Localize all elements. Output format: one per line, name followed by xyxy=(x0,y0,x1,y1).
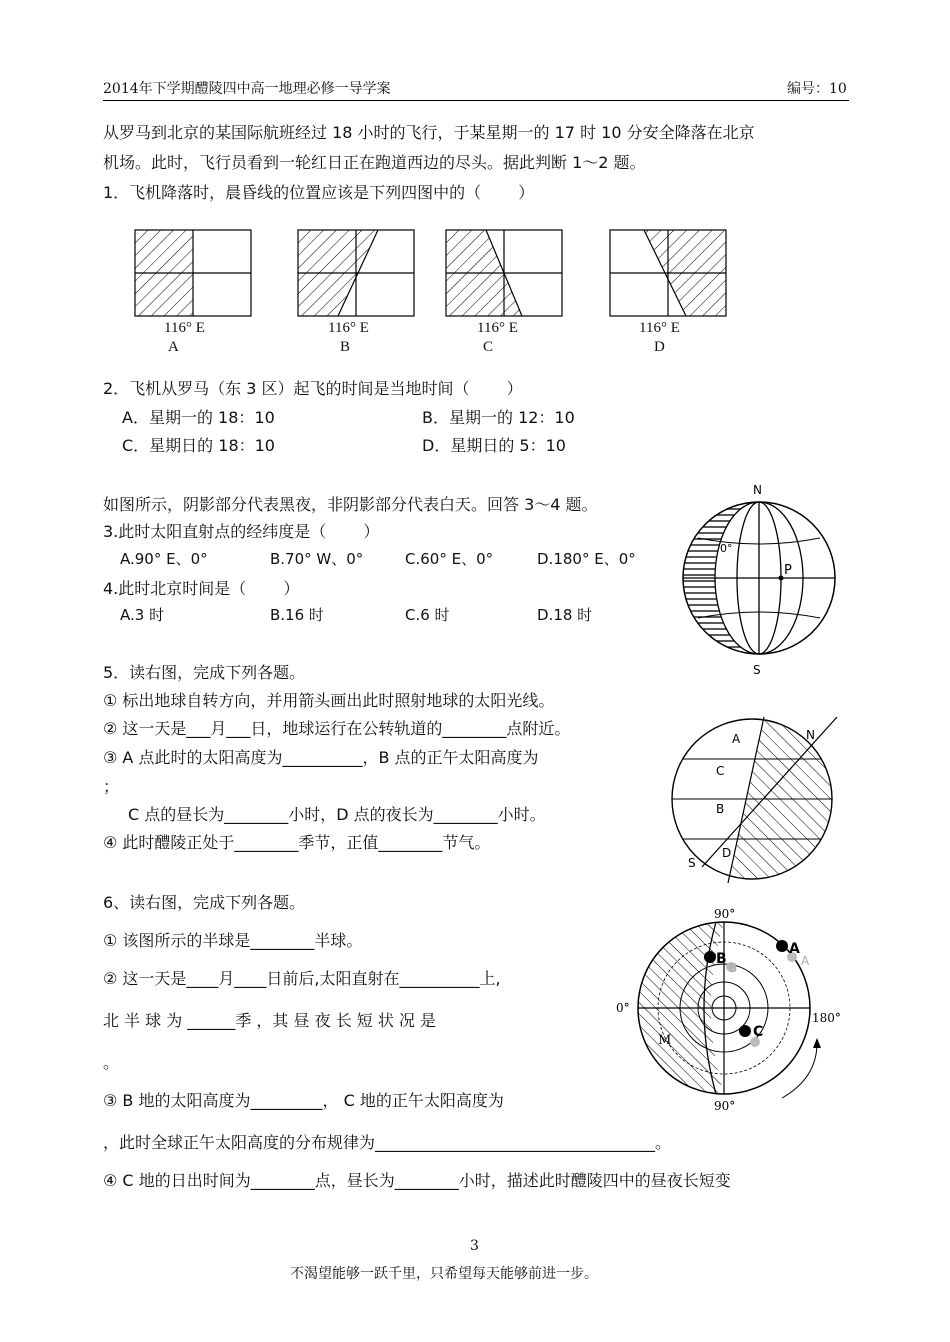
header-number: 编号：10 xyxy=(787,81,847,97)
globe3-a2-label: A xyxy=(801,954,810,968)
globe1-p-label: P xyxy=(784,563,792,578)
q1-diagram-d xyxy=(610,230,726,316)
globe3-top-label: 90° xyxy=(714,907,736,921)
globe1-s-label: S xyxy=(753,663,761,677)
intro1-line1: 从罗马到北京的某国际航班经过 18 小时的飞行，于某星期一的 17 时 10 分安全降落在北京 xyxy=(103,123,755,142)
globe2-a-label: A xyxy=(732,732,741,746)
q2-option-a: A．星期一的 18：10 xyxy=(122,408,275,427)
q4-option-d: D.18 时 xyxy=(537,606,593,624)
q4-option-c: C.6 时 xyxy=(405,606,450,624)
q2-option-c: C．星期日的 18：10 xyxy=(122,436,275,455)
globe-diagram-q3 xyxy=(678,483,840,677)
q1-label-d-lon: 116° E xyxy=(639,320,680,336)
q1-label-b-lon: 116° E xyxy=(328,320,369,336)
q1-diagram-a xyxy=(135,230,251,316)
globe3-b-label: B xyxy=(716,951,727,967)
q1-diagram-c xyxy=(446,230,562,316)
q2-option-d: D．星期日的 5：10 xyxy=(422,436,566,455)
globe1-deg-label: 0° xyxy=(720,542,733,555)
q5-item3-line2: C 点的昼长为________小时，D 点的夜长为________小时。 xyxy=(128,805,546,824)
globe2-s-label: S xyxy=(688,856,696,870)
q6-item1: ① 该图所示的半球是________半球。 xyxy=(103,931,363,950)
q1-option-d: D xyxy=(654,339,665,355)
globe3-right-label: 180° xyxy=(812,1011,841,1025)
q3-option-c: C.60° E、0° xyxy=(405,550,494,568)
q1-option-a: A xyxy=(168,339,179,355)
q3-stem: 3.此时太阳直射点的经纬度是（ ） xyxy=(103,522,380,541)
footer-motto: 不渴望能够一跃千里，只希望每天能够前进一步。 xyxy=(290,1266,598,1282)
q5-item2: ② 这一天是___月___日，地球运行在公转轨道的________点附近。 xyxy=(103,719,571,738)
q5-item4: ④ 此时醴陵正处于________季节，正值________节气。 xyxy=(103,833,491,852)
q2-stem: 2．飞机从罗马（东 3 区）起飞的时间是当地时间（ ） xyxy=(103,379,523,398)
q4-option-a: A.3 时 xyxy=(120,606,165,624)
q4-option-b: B.16 时 xyxy=(270,606,324,624)
globe2-n-label: N xyxy=(806,728,815,742)
header-title: 2014年下学期醴陵四中高一地理必修一导学案 xyxy=(103,81,391,97)
intro1-line2: 机场。此时，飞行员看到一轮红日正在跑道西边的尽头。据此判断 1～2 题。 xyxy=(103,153,646,172)
intro3-text: 如图所示，阴影部分代表黑夜，非阴影部分代表白天。回答 3～4 题。 xyxy=(103,495,598,514)
q1-label-a-lon: 116° E xyxy=(164,320,205,336)
globe-diagram-q5 xyxy=(672,717,842,883)
q2-option-b: B．星期一的 12：10 xyxy=(422,408,575,427)
globe2-c-label: C xyxy=(716,764,725,778)
q4-stem: 4.此时北京时间是（ ） xyxy=(103,579,300,598)
q1-label-c-lon: 116° E xyxy=(477,320,518,336)
q3-option-a: A.90° E、0° xyxy=(120,550,208,568)
header-rule xyxy=(103,100,849,101)
q3-option-d: D.180° E、0° xyxy=(537,550,636,568)
q1-diagram-b xyxy=(298,230,414,316)
globe1-n-label: N xyxy=(753,483,762,497)
q6-item2: ② 这一天是____月____日前后,太阳直射在__________上, xyxy=(103,969,501,988)
q1-option-c: C xyxy=(483,339,494,355)
page-number: 3 xyxy=(470,1238,479,1254)
q1-option-b: B xyxy=(340,339,351,355)
globe3-b2-label: B xyxy=(729,961,738,975)
q6-item3-line2: ，此时全球正午太阳高度的分布规律为___________________________________。 xyxy=(103,1133,672,1152)
globe2-d-label: D xyxy=(722,846,732,860)
q1-stem: 1．飞机降落时，晨昏线的位置应该是下列四图中的（ ） xyxy=(103,183,535,202)
q3-option-b: B.70° W、0° xyxy=(270,550,364,568)
q6-item4: ④ C 地的日出时间为________点，昼长为________小时，描述此时醴陵四中的昼夜长短变 xyxy=(103,1171,731,1190)
globe3-a-label: A xyxy=(789,941,800,957)
q5-item3: ③ A 点此时的太阳高度为__________，B 点的正午太阳高度为 xyxy=(103,748,539,767)
q5-item3-cont: ； xyxy=(103,777,120,796)
globe-diagram-q6 xyxy=(612,908,852,1118)
globe3-bottom-label: 90° xyxy=(714,1099,736,1113)
globe3-left-label: 0° xyxy=(616,1001,630,1015)
globe3-c-label: C xyxy=(753,1024,764,1040)
q5-item1: ① 标出地球自转方向，并用箭头画出此时照射地球的太阳光线。 xyxy=(103,691,555,710)
q5-stem: 5．读右图，完成下列各题。 xyxy=(103,663,306,682)
q6-item3: ③ B 地的太阳高度为_________， C 地的正午太阳高度为 xyxy=(103,1091,504,1110)
globe3-m-label: M xyxy=(658,1033,672,1048)
q6-stem: 6、读右图，完成下列各题。 xyxy=(103,893,306,912)
q6-item2-line2: 北 半 球 为 ______季 ，其 昼 夜 长 短 状 况 是 xyxy=(103,1011,437,1030)
q6-item2-end: 。 xyxy=(103,1053,120,1072)
globe2-b-label: B xyxy=(716,802,725,816)
